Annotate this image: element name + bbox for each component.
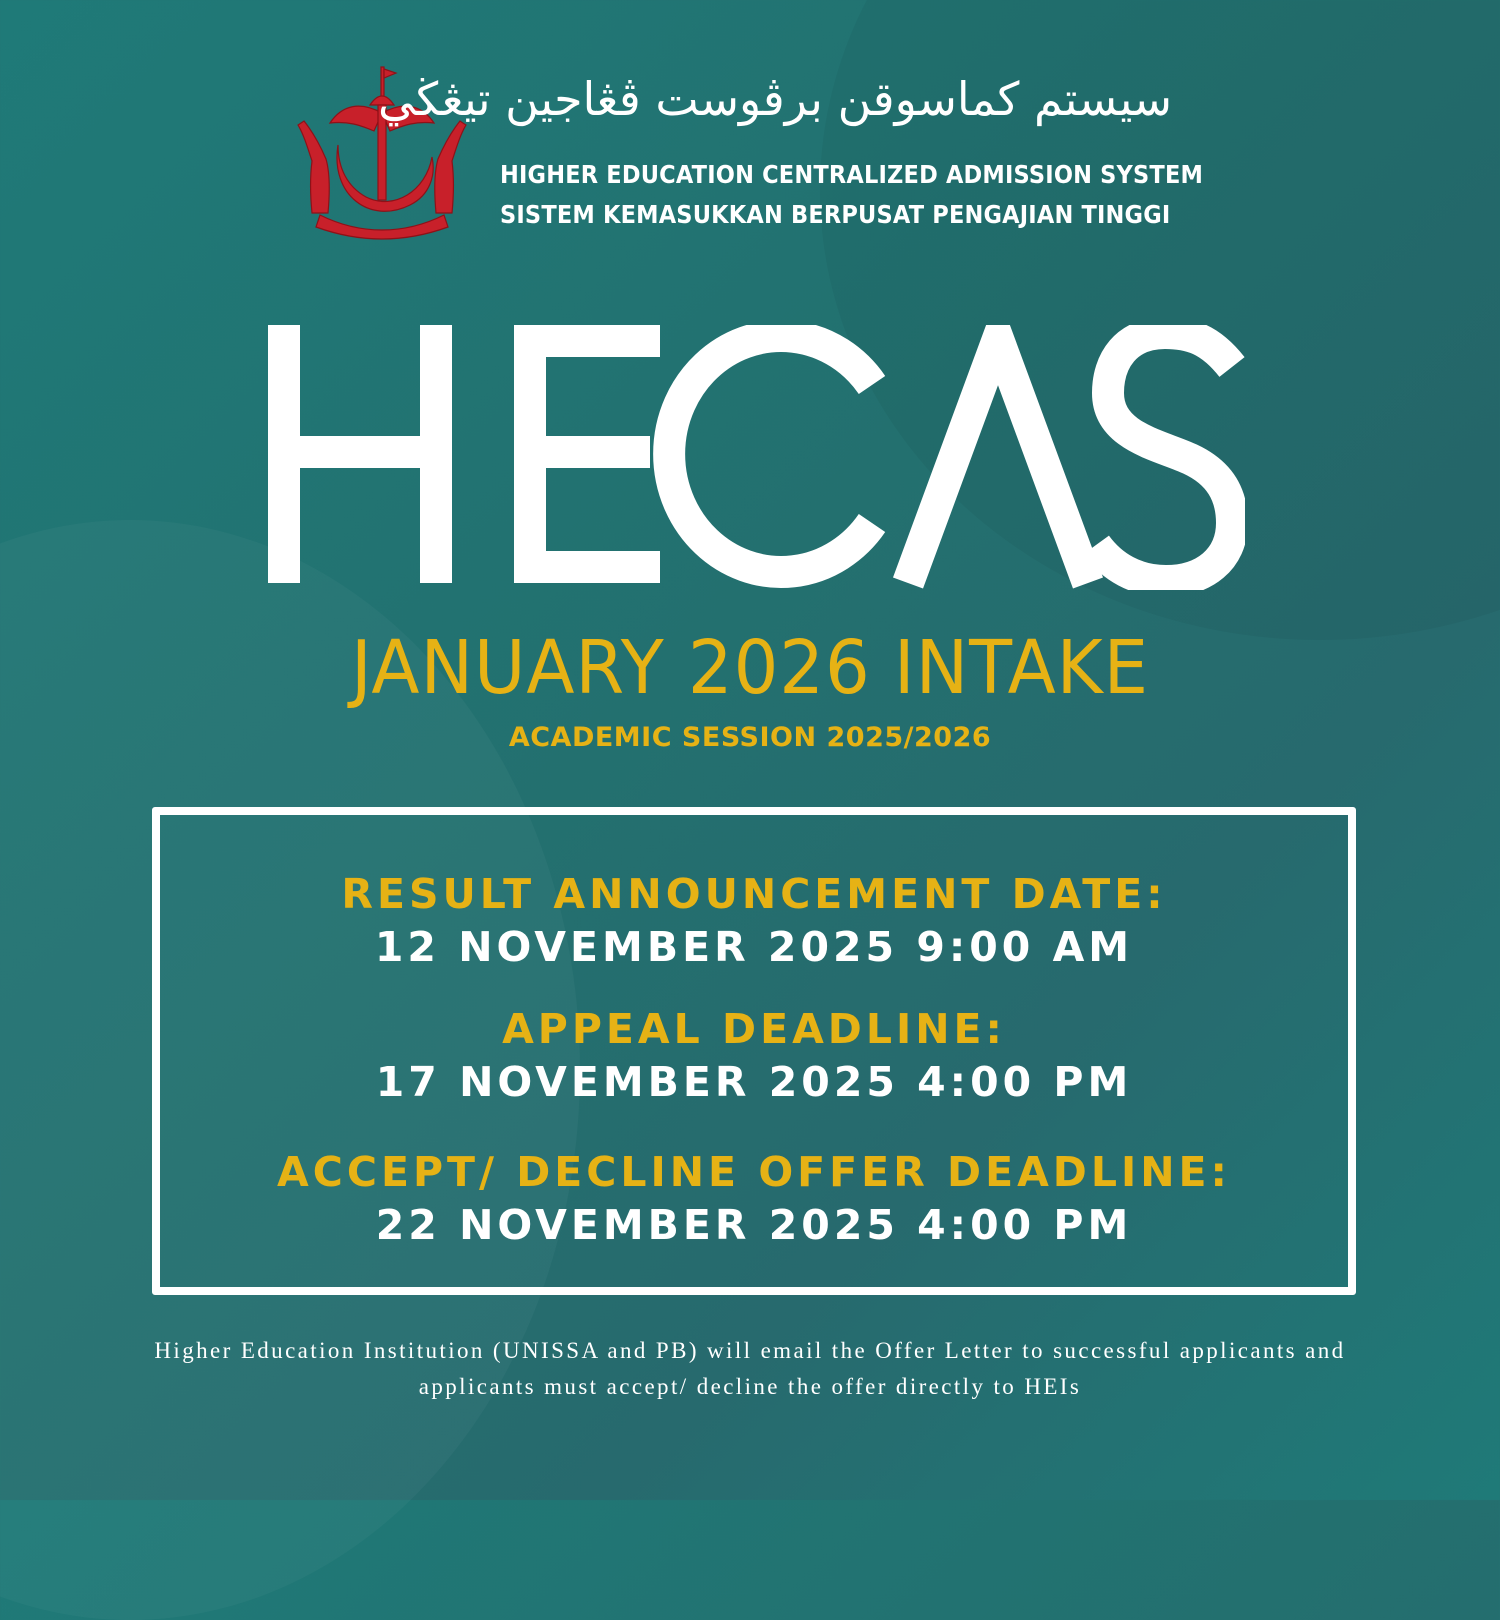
appeal-deadline-label: APPEAL DEADLINE:: [502, 1005, 1006, 1053]
system-name-english: HIGHER EDUCATION CENTRALIZED ADMISSION SYSTEM: [500, 160, 1204, 189]
result-announcement-label: RESULT ANNOUNCEMENT DATE:: [341, 870, 1167, 918]
hecas-logo: [260, 325, 1245, 590]
jawi-title: سيستم كماسوقن برڤوست ڤڠاجين تيڠڬي: [377, 72, 1172, 126]
header: [290, 60, 1204, 240]
footer-note: Higher Education Institution (UNISSA and PB) will email the Offer Letter to successful applicants and applicants must accept/ decline the offer directly to HEIs: [154, 1338, 1346, 1399]
result-announcement-date: 12 NOVEMBER 2025 9:00 AM: [374, 923, 1134, 971]
system-name-malay: SISTEM KEMASUKKAN BERPUSAT PENGAJIAN TINGGI: [500, 200, 1171, 229]
academic-session: ACADEMIC SESSION 2025/2026: [508, 722, 992, 753]
dates-box: [152, 807, 1356, 1295]
intake-title: JANUARY 2026 INTAKE: [350, 625, 1150, 711]
offer-deadline-date: 22 NOVEMBER 2025 4:00 PM: [375, 1201, 1133, 1249]
appeal-deadline-date: 17 NOVEMBER 2025 4:00 PM: [375, 1058, 1133, 1106]
offer-deadline-label: ACCEPT/ DECLINE OFFER DEADLINE:: [277, 1148, 1231, 1196]
